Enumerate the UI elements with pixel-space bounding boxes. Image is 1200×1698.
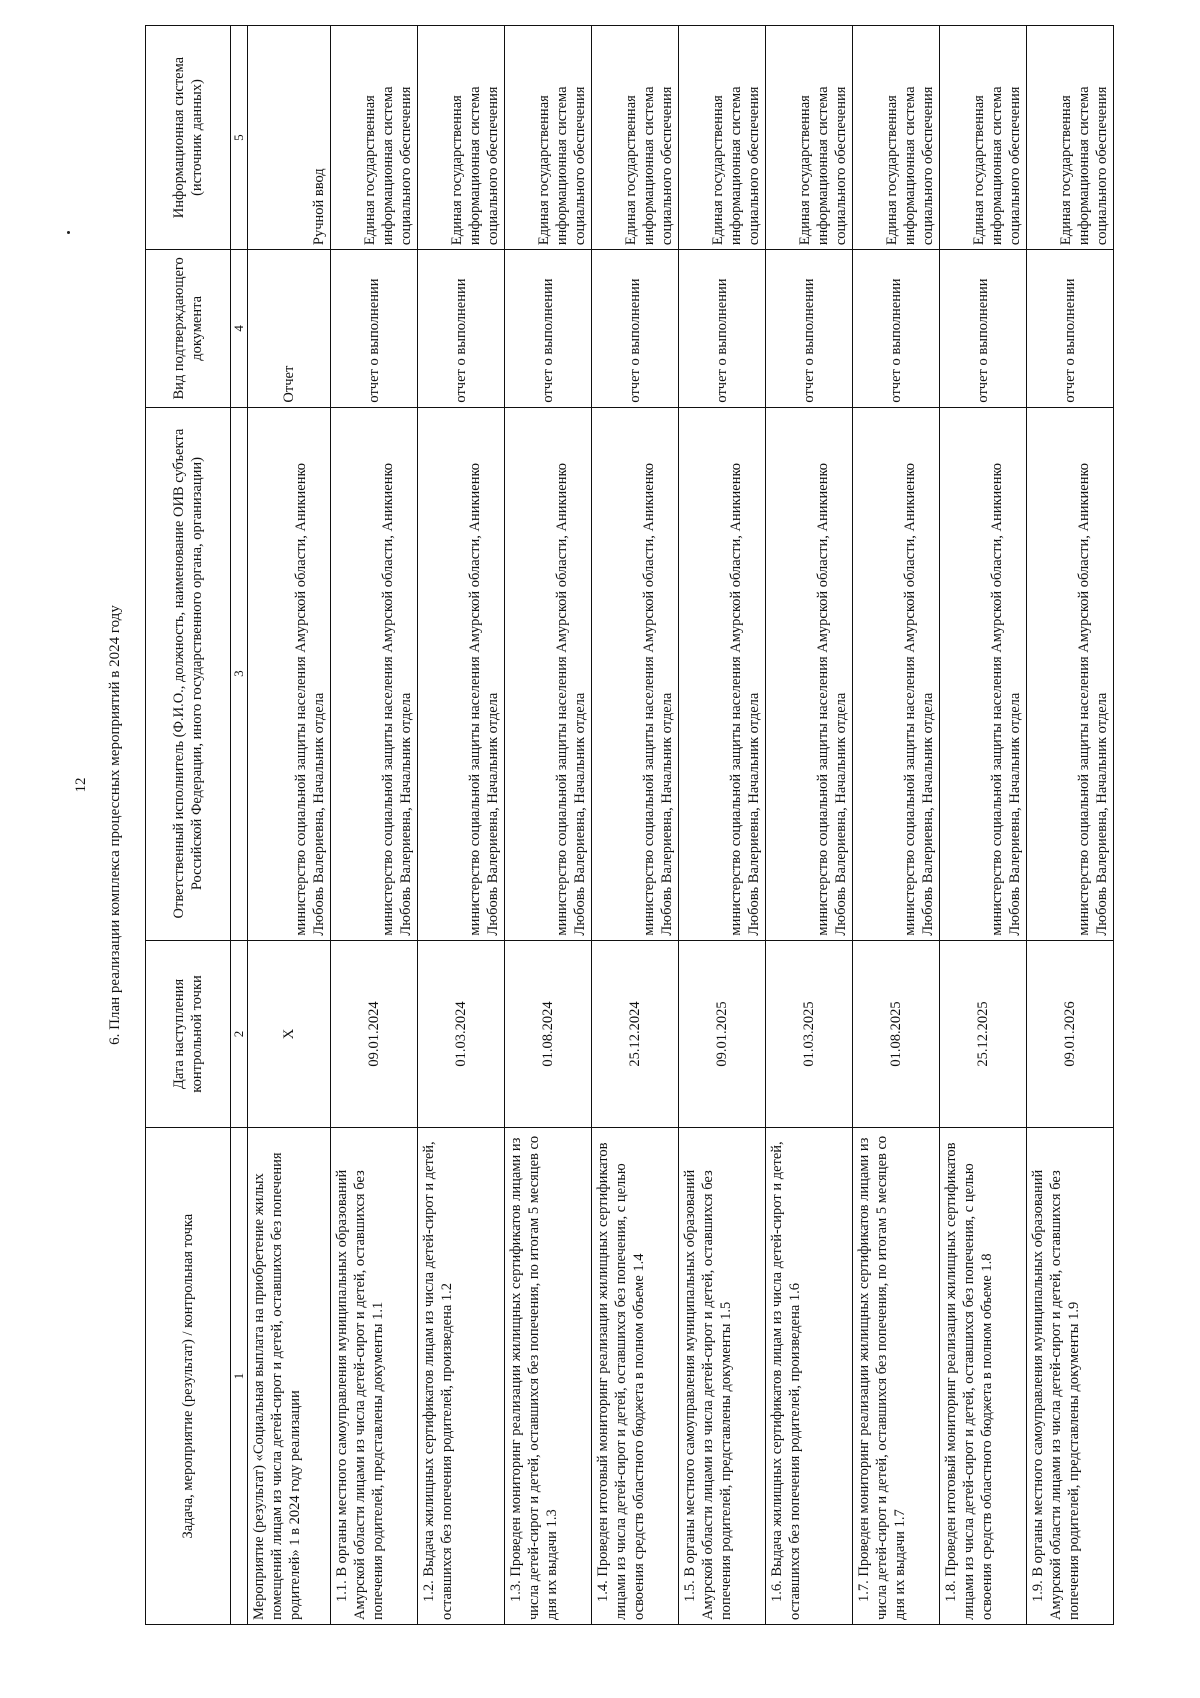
column-number-row — [231, 26, 248, 1625]
header-responsible: Ответственный исполнитель (Ф.И.О., должность, наименование ОИВ субъекта Российской Федерации, иного государственного органа, организации) — [146, 407, 231, 940]
date-cell: 01.03.2025 — [766, 940, 853, 1128]
column-number: 2 — [231, 940, 248, 1128]
header-document: Вид подтверждающего документа — [146, 250, 231, 407]
system-cell: Единая государственная информационная система социального обеспечения — [766, 26, 853, 250]
responsible-cell: министерство социальной защиты населения Амурской области, Аникиенко Любовь Валериевна, Начальник отдела — [418, 407, 505, 940]
table-row — [853, 26, 940, 1625]
date-cell: 09.01.2024 — [331, 940, 418, 1128]
table-row — [766, 26, 853, 1625]
responsible-cell: министерство социальной защиты населения Амурской области, Аникиенко Любовь Валериевна, Начальник отдела — [1027, 407, 1114, 940]
task-cell: 1.3. Проведен мониторинг реализации жилищных сертификатов лицами из числа детей-сирот и детей, оставшихся без попечения, по итогам 5 месяцев со дня их выдачи 1.3 — [505, 1128, 592, 1625]
header-date: Дата наступления контрольной точки — [146, 940, 231, 1128]
task-cell: 1.5. В органы местного самоуправления муниципальных образований Амурской области лицами из числа детей-сирот и детей, оставшихся без попечения родителей, представлены документы 1.5 — [679, 1128, 766, 1625]
document-cell: отчет о выполнении — [331, 250, 418, 407]
date-cell: X — [248, 940, 331, 1128]
task-cell: 1.7. Проведен мониторинг реализации жилищных сертификатов лицами из числа детей-сирот и детей, оставшихся без попечения, по итогам 5 месяцев со дня их выдачи 1.7 — [853, 1128, 940, 1625]
responsible-cell: министерство социальной защиты населения Амурской области, Аникиенко Любовь Валериевна, Начальник отдела — [248, 407, 331, 940]
task-cell: 1.1. В органы местного самоуправления муниципальных образований Амурской области лицами из числа детей-сирот и детей, оставшихся без попечения родителей, представлены документы 1.1 — [331, 1128, 418, 1625]
document-cell: Отчет — [248, 250, 331, 407]
task-cell: 1.6. Выдача жилищных сертификатов лицам из числа детей-сирот и детей, оставшихся без попечения родителей, произведена 1.6 — [766, 1128, 853, 1625]
task-cell: 1.4. Проведен итоговый мониторинг реализации жилищных сертификатов лицами из числа детей-сирот и детей, оставшихся без попечения, с целью освоения средств областного бюджета в полном объеме 1.4 — [592, 1128, 679, 1625]
document-cell: отчет о выполнении — [940, 250, 1027, 407]
table-row — [679, 26, 766, 1625]
system-cell: Единая государственная информационная система социального обеспечения — [505, 26, 592, 250]
task-cell: 1.8. Проведен итоговый мониторинг реализации жилищных сертификатов лицами из числа детей-сирот и детей, оставшихся без попечения, с целью освоения средств областного бюджета в полном объеме 1.8 — [940, 1128, 1027, 1625]
page-number: 12 — [73, 777, 89, 793]
table-header-row — [146, 26, 231, 1625]
date-cell: 01.08.2024 — [505, 940, 592, 1128]
scan-dot — [67, 231, 70, 234]
table-row — [505, 26, 592, 1625]
system-cell: Единая государственная информационная система социального обеспечения — [940, 26, 1027, 250]
date-cell: 09.01.2026 — [1027, 940, 1114, 1128]
document-cell: отчет о выполнении — [592, 250, 679, 407]
header-system: Информационная система (источник данных) — [146, 26, 231, 250]
table-row — [592, 26, 679, 1625]
system-cell: Единая государственная информационная система социального обеспечения — [331, 26, 418, 250]
column-number: 3 — [231, 407, 248, 940]
document-cell: отчет о выполнении — [1027, 250, 1114, 407]
date-cell: 25.12.2025 — [940, 940, 1027, 1128]
responsible-cell: министерство социальной защиты населения Амурской области, Аникиенко Любовь Валериевна, Начальник отдела — [679, 407, 766, 940]
system-cell: Единая государственная информационная система социального обеспечения — [1027, 26, 1114, 250]
document-cell: отчет о выполнении — [505, 250, 592, 407]
system-cell: Единая государственная информационная система социального обеспечения — [853, 26, 940, 250]
header-task: Задача, мероприятие (результат) / контрольная точка — [146, 1128, 231, 1625]
task-cell: 1.2. Выдача жилищных сертификатов лицам из числа детей-сирот и детей, оставшихся без попечения родителей, произведена 1.2 — [418, 1128, 505, 1625]
date-cell: 01.08.2025 — [853, 940, 940, 1128]
table-row — [1027, 26, 1114, 1625]
task-cell: Мероприятие (результат) «Социальная выплата на приобретение жилых помещений лицам из числа детей-сирот и детей, оставшихся без попечения родителей» 1 в 2024 году реализации — [248, 1128, 331, 1625]
date-cell: 25.12.2024 — [592, 940, 679, 1128]
document-cell: отчет о выполнении — [679, 250, 766, 407]
table-row — [248, 26, 331, 1625]
document-cell: отчет о выполнении — [766, 250, 853, 407]
responsible-cell: министерство социальной защиты населения Амурской области, Аникиенко Любовь Валериевна, Начальник отдела — [766, 407, 853, 940]
table-row — [418, 26, 505, 1625]
column-number: 4 — [231, 250, 248, 407]
system-cell: Единая государственная информационная система социального обеспечения — [679, 26, 766, 250]
system-cell: Единая государственная информационная система социального обеспечения — [592, 26, 679, 250]
date-cell: 01.03.2024 — [418, 940, 505, 1128]
column-number: 5 — [231, 26, 248, 250]
responsible-cell: министерство социальной защиты населения Амурской области, Аникиенко Любовь Валериевна, Начальник отдела — [592, 407, 679, 940]
plan-table — [145, 25, 1114, 1625]
column-number: 1 — [231, 1128, 248, 1625]
document-cell: отчет о выполнении — [853, 250, 940, 407]
table-row — [331, 26, 418, 1625]
responsible-cell: министерство социальной защиты населения Амурской области, Аникиенко Любовь Валериевна, Начальник отдела — [853, 407, 940, 940]
responsible-cell: министерство социальной защиты населения Амурской области, Аникиенко Любовь Валериевна, Начальник отдела — [331, 407, 418, 940]
system-cell: Единая государственная информационная система социального обеспечения — [418, 26, 505, 250]
document-title: 6. План реализации комплекса процессных мероприятий в 2024 году — [107, 605, 123, 1045]
document-cell: отчет о выполнении — [418, 250, 505, 407]
rotated-page-content — [105, 25, 1155, 1625]
task-cell: 1.9. В органы местного самоуправления муниципальных образований Амурской области лицами из числа детей-сирот и детей, оставшихся без попечения родителей, представлены документы 1.9 — [1027, 1128, 1114, 1625]
system-cell: Ручной ввод — [248, 26, 331, 250]
responsible-cell: министерство социальной защиты населения Амурской области, Аникиенко Любовь Валериевна, Начальник отдела — [505, 407, 592, 940]
responsible-cell: министерство социальной защиты населения Амурской области, Аникиенко Любовь Валериевна, Начальник отдела — [940, 407, 1027, 940]
table-row — [940, 26, 1027, 1625]
date-cell: 09.01.2025 — [679, 940, 766, 1128]
